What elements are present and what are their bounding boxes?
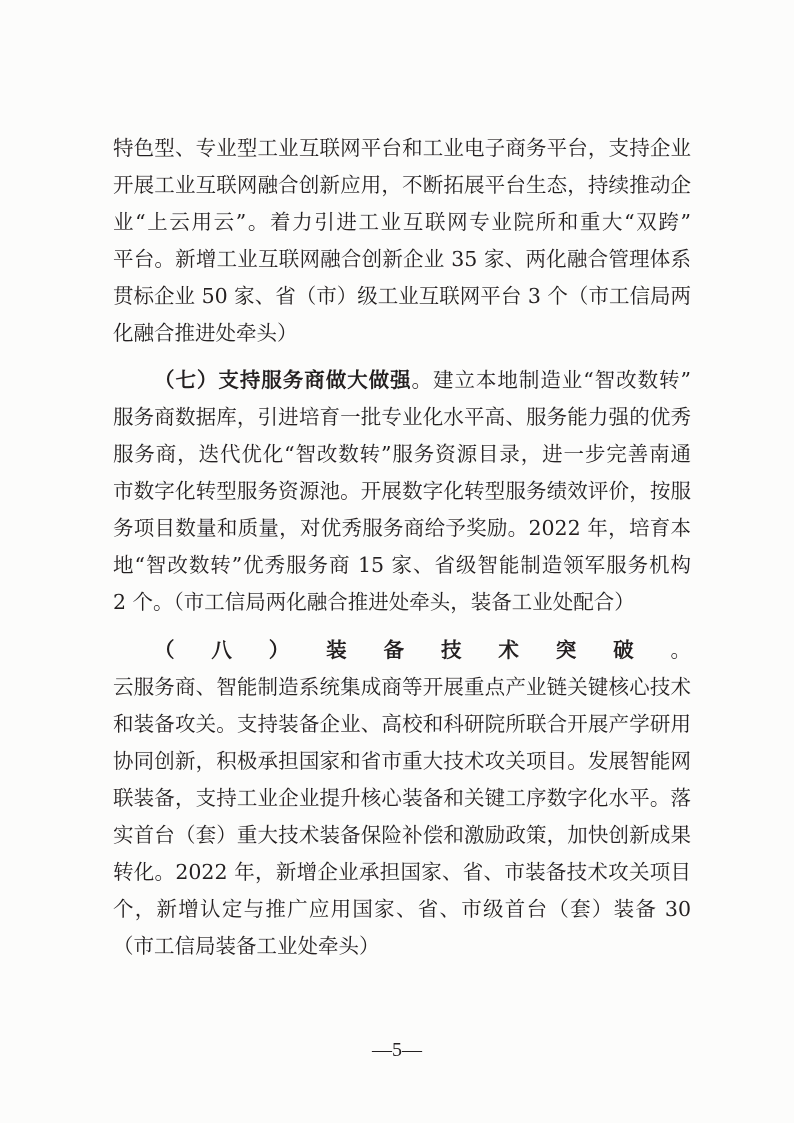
text-line-rest: 。	[670, 638, 691, 662]
text-line-rest: 。建立本地制造业“智改数转”	[411, 368, 691, 392]
text-line: 化融合推进处牵头）	[113, 321, 298, 345]
text-line	[113, 632, 691, 669]
text-line: 和装备攻关。支持装备企业、高校和科研院所联合开展产学研用	[113, 712, 691, 736]
text-line: 业“上云用云”。着力引进工业互联网专业院所和重大“双跨”	[113, 210, 691, 234]
section-heading: （八）装备技术突破	[154, 638, 671, 662]
paragraph-platforms	[113, 130, 691, 352]
text-line: 服务商，迭代优化“智改数转”服务资源目录，进一步完善南通	[113, 442, 691, 466]
text-line: 协同创新，积极承担国家和省市重大技术攻关项目。发展智能网	[113, 749, 691, 773]
text-line: 云服务商、智能制造系统集成商等开展重点产业链关键核心技术	[113, 675, 691, 699]
text-line: 贯标企业 50 家、省（市）级工业互联网平台 3 个（市工信局两	[113, 284, 691, 308]
paragraph-equipment-technology	[113, 632, 691, 965]
paragraph-service-providers	[113, 362, 691, 621]
page-number: —5—	[372, 1039, 422, 1061]
body-text	[113, 130, 691, 965]
text-line: 转化。2022 年，新增企业承担国家、省、市装备技术攻关项目	[113, 860, 691, 884]
text-line: 地“智改数转”优秀服务商 15 家、省级智能制造领军服务机构	[113, 553, 691, 577]
text-line	[113, 362, 691, 399]
text-line: 联装备，支持工业企业提升核心装备和关键工序数字化水平。落	[113, 786, 691, 810]
text-line: 个，新增认定与推广应用国家、省、市级首台（套）装备 30	[113, 897, 691, 921]
text-line: 服务商数据库，引进培育一批专业化水平高、服务能力强的优秀	[113, 405, 691, 429]
text-line: 市数字化转型服务资源池。开展数字化转型服务绩效评价，按服	[113, 479, 691, 503]
section-heading: （七）支持服务商做大做强	[154, 368, 412, 392]
text-line: （市工信局装备工业处牵头）	[113, 934, 380, 958]
text-line: 平台。新增工业互联网融合创新企业 35 家、两化融合管理体系	[113, 247, 691, 271]
text-line: 开展工业互联网融合创新应用，不断拓展平台生态，持续推动企	[113, 173, 691, 197]
text-line: 务项目数量和质量，对优秀服务商给予奖励。2022 年，培育本	[113, 516, 691, 540]
text-line: 特色型、专业型工业互联网平台和工业电子商务平台，支持企业	[113, 136, 691, 160]
text-line: 2 个。（市工信局两化融合推进处牵头，装备工业处配合）	[113, 590, 635, 614]
text-line: 实首台（套）重大技术装备保险补偿和激励政策，加快创新成果	[113, 823, 691, 847]
